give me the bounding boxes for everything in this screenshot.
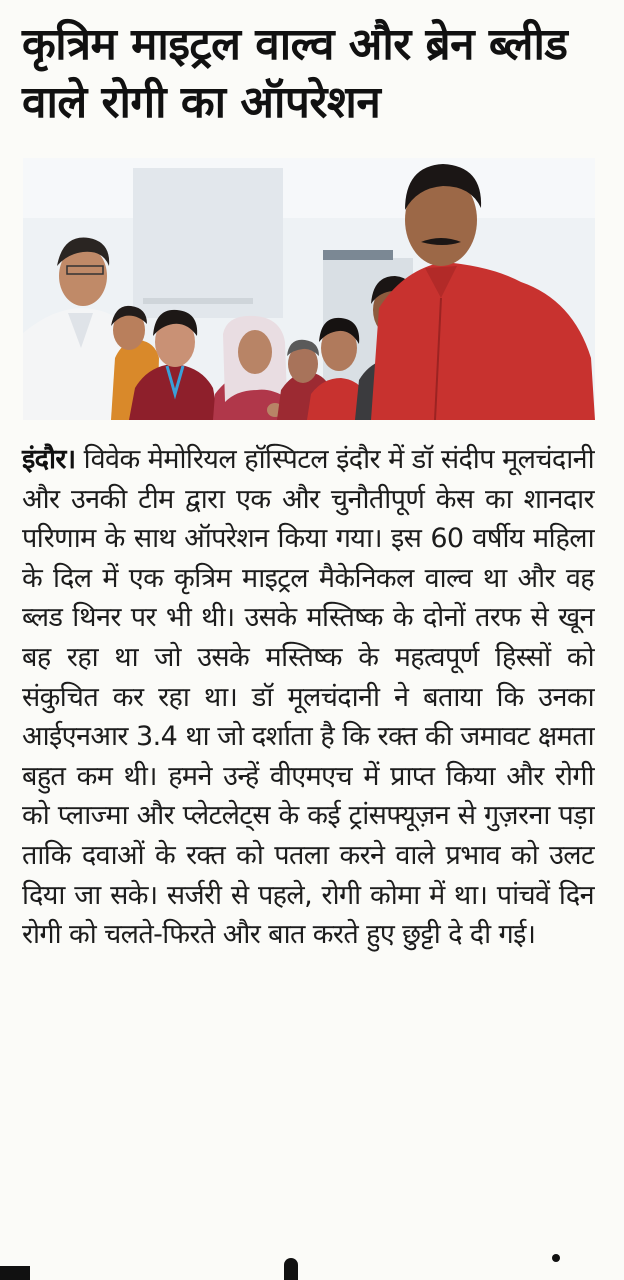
news-photo [23, 158, 595, 420]
next-headline-fragment [0, 1246, 624, 1280]
headline: कृत्रिम माइट्रल वाल्व और ब्रेन ब्लीड वाले रोगी का ऑपरेशन [22, 19, 568, 128]
article-text: विवेक मेमोरियल हॉस्पिटल इंदौर में डॉ संदीप मूलचंदानी और उनकी टीम द्वारा एक और चुनौतीपूर्ण केस का शानदार परिणाम के साथ ऑपरेशन किया गया। इस 60 वर्षीय महिला के दिल में एक कृत्रिम माइट्रल मैकेनिकल वाल्व था और वह ब्लड थिनर पर भी थी। उसके मस्तिष्क के दोनों तरफ से खून बह रहा था जो उसके मस्तिष्क के महत्वपूर्ण हिस्सों को संकुचित कर रहा था। डॉ मूलचंदानी ने बताया कि उनका आईएनआर 3.4 था जो दर्शाता है कि रक्त की जमावट क्षमता बहुत कम थी। हमने उन्हें वीएमएच में प्राप्त किया और रोगी को प्लाज्मा और प्लेटलेट्स के कई ट्रांसफ्यूज़न से गुज़रना पड़ा ताकि दवाओं के रक्त को पतला करने वाले प्रभाव को उलट दिया जा सके। सर्जरी से पहले, रोगी कोमा में था। पांचवें दिन रोगी को चलते-फिरते और बात करते हुए छुट्टी दे दी गई। [22, 444, 595, 951]
dateline: इंदौर। [22, 444, 76, 475]
article-body [22, 440, 594, 955]
